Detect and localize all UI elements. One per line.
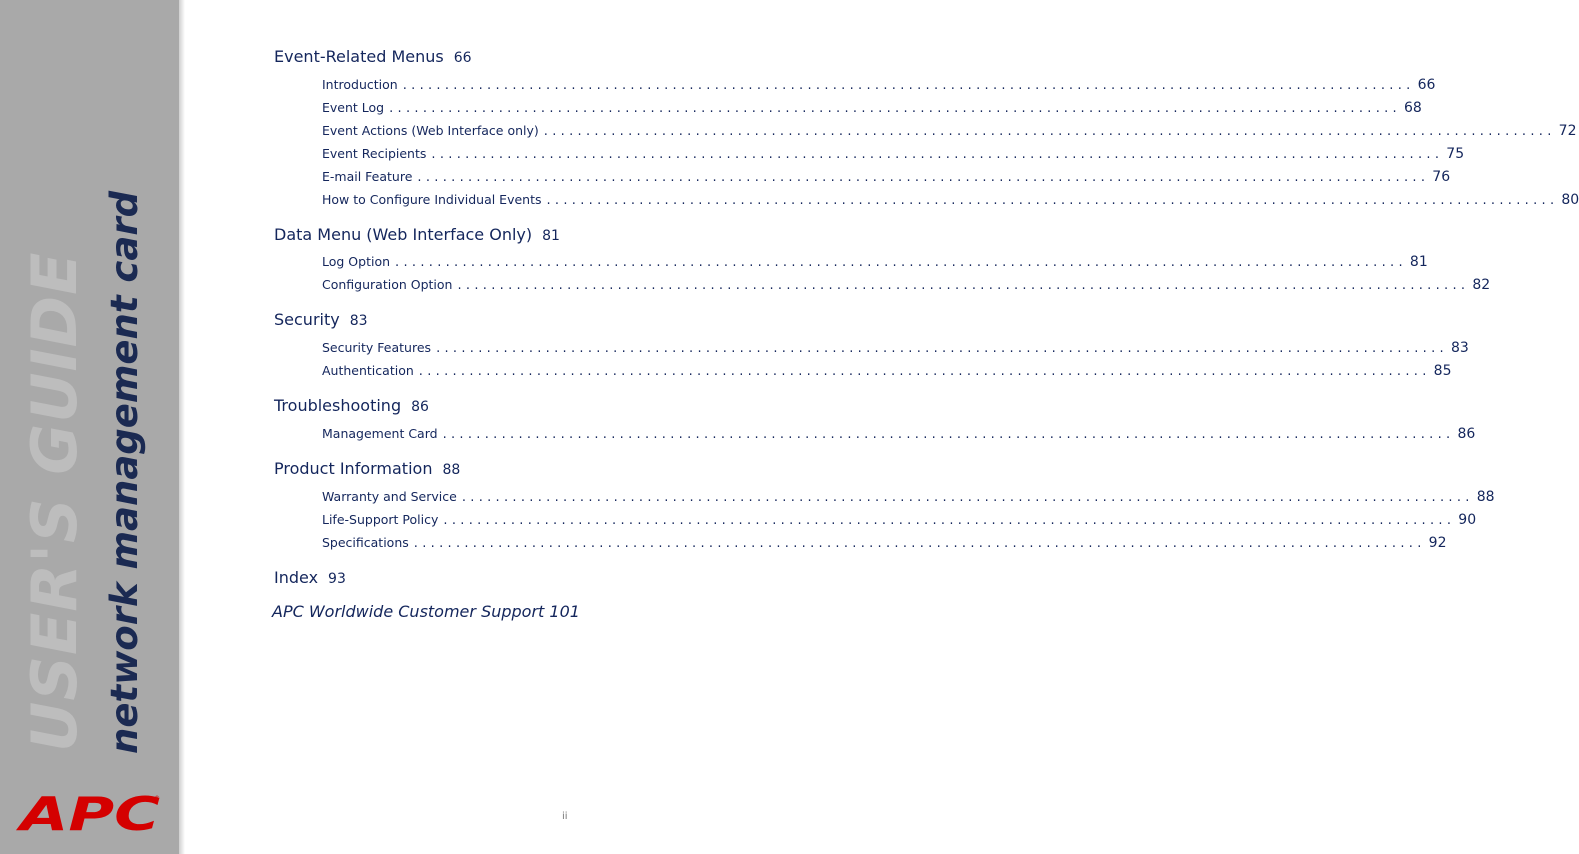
section-page: 93 [328,571,346,587]
toc-section-heading[interactable] [274,461,460,477]
toc-section-heading[interactable] [274,49,472,65]
entry-label: Event Actions (Web Interface only) [322,123,539,138]
entry-label: Event Recipients [322,146,427,161]
entry-label: Configuration Option [322,277,453,292]
entry-label: E-mail Feature [322,169,413,184]
toc-entry[interactable] [322,512,1477,529]
entry-page: 88 [1476,489,1495,505]
entry-label: Management Card [322,426,438,441]
toc-entry[interactable] [322,169,1451,186]
toc-entry[interactable] [322,277,1491,294]
section-page: 66 [453,50,472,66]
dot-leader: ........................................................................................................................ [395,255,1407,270]
section-title: Troubleshooting [274,396,402,415]
entry-label: Warranty and Service [322,489,457,504]
toc-entry[interactable] [322,489,1495,506]
section-title: Product Information [274,459,433,478]
toc-section-heading[interactable] [274,570,346,586]
dot-leader: ........................................................................................................................ [413,536,1426,551]
dot-leader: ........................................................................................................................ [461,490,1474,505]
toc-entry[interactable] [322,254,1428,271]
toc-entry[interactable] [322,535,1447,552]
entry-label: Life-Support Policy [322,512,439,527]
entry-page: 92 [1428,535,1447,551]
toc-entry[interactable] [322,123,1577,140]
entry-page: 82 [1472,277,1491,293]
toc-entry[interactable] [322,426,1476,443]
section-page: 86 [411,399,429,415]
entry-page: 81 [1409,254,1428,270]
entry-page: 72 [1558,123,1577,139]
section-page: 83 [349,313,368,329]
dot-leader: ........................................................................................................................ [436,341,1448,356]
toc-entry[interactable] [322,100,1422,117]
dot-leader: ........................................................................................................................ [457,278,1470,293]
section-title: Data Menu (Web Interface Only) [274,225,533,244]
guide-subtitle: network management card [103,190,146,754]
entry-page: 76 [1432,169,1451,185]
entry-label: How to Configure Individual Events [322,192,542,207]
registered-mark: ® [154,795,160,802]
entry-page: 66 [1417,77,1436,93]
entry-page: 80 [1561,192,1579,208]
entry-label: Event Log [322,100,385,115]
section-page: 88 [442,462,461,478]
entry-page: 68 [1404,100,1422,116]
dot-leader: ........................................................................................................................ [442,427,1455,442]
entry-label: Authentication [322,363,414,378]
dot-leader: ........................................................................................................................ [417,170,1430,185]
dot-leader: ........................................................................................................................ [431,147,1444,162]
toc-section-heading[interactable] [274,227,560,243]
entry-label: Specifications [322,535,409,550]
entry-page: 85 [1433,363,1452,379]
toc-entry[interactable] [322,146,1465,163]
entry-page: 86 [1457,426,1476,442]
entry-page: 83 [1450,340,1469,356]
entry-label: Introduction [322,77,398,92]
section-page: 81 [542,228,560,244]
dot-leader: ........................................................................................................................ [402,78,1415,93]
toc-entry[interactable] [322,340,1469,357]
toc-section-heading[interactable] [274,398,429,414]
entry-label: Log Option [322,254,391,269]
apc-logo-text: APC [15,787,161,841]
entry-label: Security Features [322,340,432,355]
toc-entry[interactable] [322,77,1436,94]
page-number: ii [562,811,568,822]
dot-leader: ........................................................................................................................ [389,101,1401,116]
section-title: Index [274,568,319,587]
dot-leader: ........................................................................................................................ [546,193,1559,208]
toc-entry[interactable] [322,363,1452,380]
toc-entry[interactable] [322,192,1579,209]
section-title: Event-Related Menus [274,47,444,66]
section-title: Security [274,310,340,329]
dot-leader: ........................................................................................................................ [443,513,1456,528]
entry-page: 90 [1458,512,1477,528]
guide-title: USER'S GUIDE [18,251,91,752]
toc-section-heading[interactable] [274,312,368,328]
dot-leader: ........................................................................................................................ [418,364,1431,379]
entry-page: 75 [1446,146,1465,162]
support-heading[interactable]: APC Worldwide Customer Support 101 [272,602,580,621]
dot-leader: ........................................................................................................................ [543,124,1556,139]
